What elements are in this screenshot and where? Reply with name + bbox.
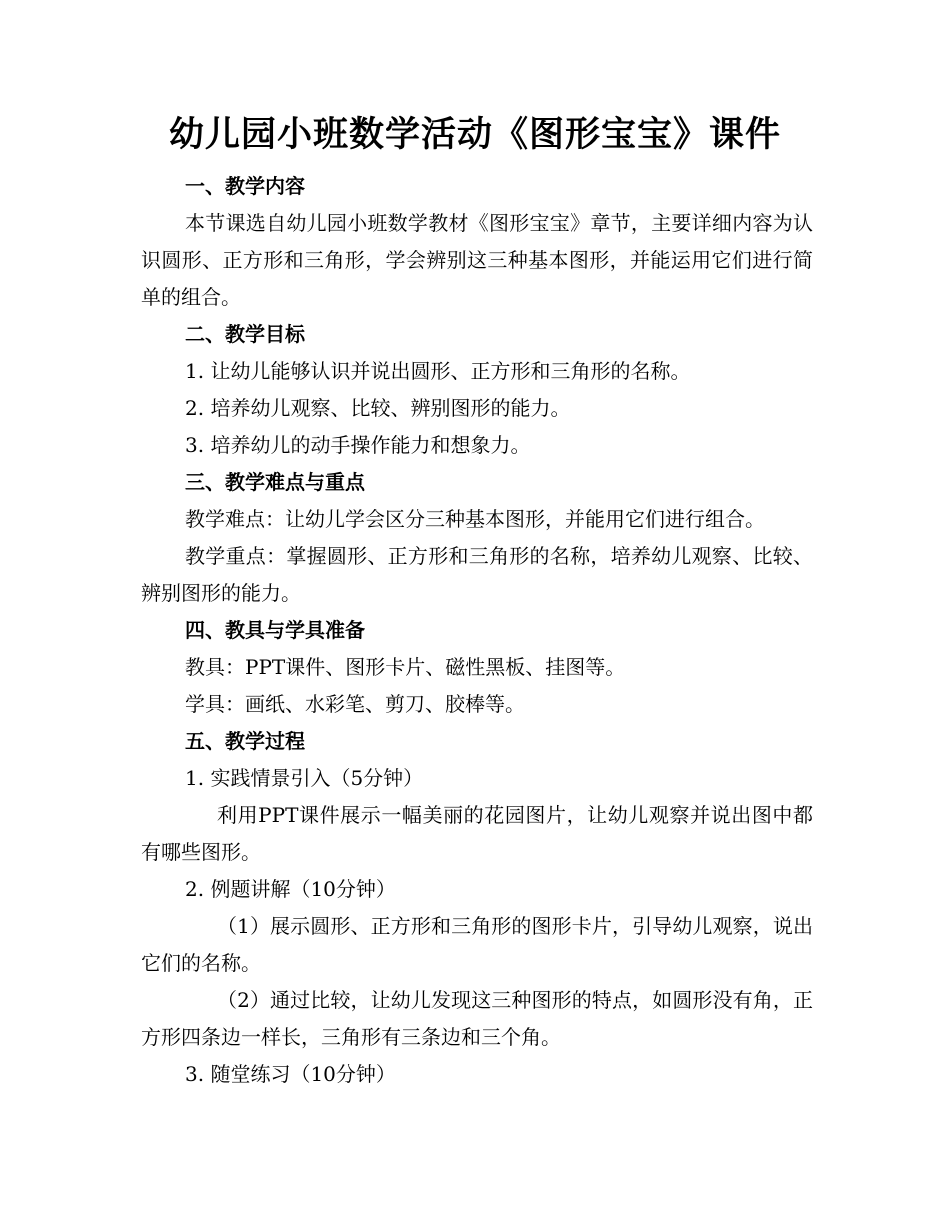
section-heading: 五、教学过程 xyxy=(185,729,305,753)
document-title: 幼儿园小班数学活动《图形宝宝》课件 xyxy=(168,114,781,155)
paragraph: （2）通过比较，让幼儿发现这三种图形的特点，如圆形没有角，正方形四条边一样长，三角形有三条边和三个角。 xyxy=(141,988,813,1049)
list-item: 1. 实践情景引入（5分钟） xyxy=(185,766,424,790)
list-item: 1. 让幼儿能够认识并说出圆形、正方形和三角形的名称。 xyxy=(185,359,691,383)
list-item: 3. 培养幼儿的动手操作能力和想象力。 xyxy=(185,433,531,457)
section-heading: 四、教具与学具准备 xyxy=(185,618,365,642)
section-heading: 一、教学内容 xyxy=(185,174,305,198)
list-item: 2. 培养幼儿观察、比较、辨别图形的能力。 xyxy=(185,396,571,420)
paragraph: 教学重点：掌握圆形、正方形和三角形的名称，培养幼儿观察、比较、辨别图形的能力。 xyxy=(141,544,813,605)
paragraph: 本节课选自幼儿园小班数学教材《图形宝宝》章节，主要详细内容为认识圆形、正方形和三角形，学会辨别这三种基本图形，并能运用它们进行简单的组合。 xyxy=(141,211,813,309)
paragraph: 教学难点：让幼儿学会区分三种基本图形，并能用它们进行组合。 xyxy=(185,507,765,531)
section-heading: 二、教学目标 xyxy=(185,322,305,346)
list-item: 3. 随堂练习（10分钟） xyxy=(185,1062,396,1086)
paragraph: 教具：PPT课件、图形卡片、磁性黑板、挂图等。 xyxy=(185,655,626,679)
list-item: 2. 例题讲解（10分钟） xyxy=(185,877,396,901)
section-heading: 三、教学难点与重点 xyxy=(185,470,365,494)
paragraph: 利用PPT课件展示一幅美丽的花园图片，让幼儿观察并说出图中都有哪些图形。 xyxy=(141,803,813,864)
paragraph: （1）展示圆形、正方形和三角形的图形卡片，引导幼儿观察，说出它们的名称。 xyxy=(141,914,813,975)
document-body xyxy=(141,168,813,1093)
paragraph: 学具：画纸、水彩笔、剪刀、胶棒等。 xyxy=(185,692,525,716)
